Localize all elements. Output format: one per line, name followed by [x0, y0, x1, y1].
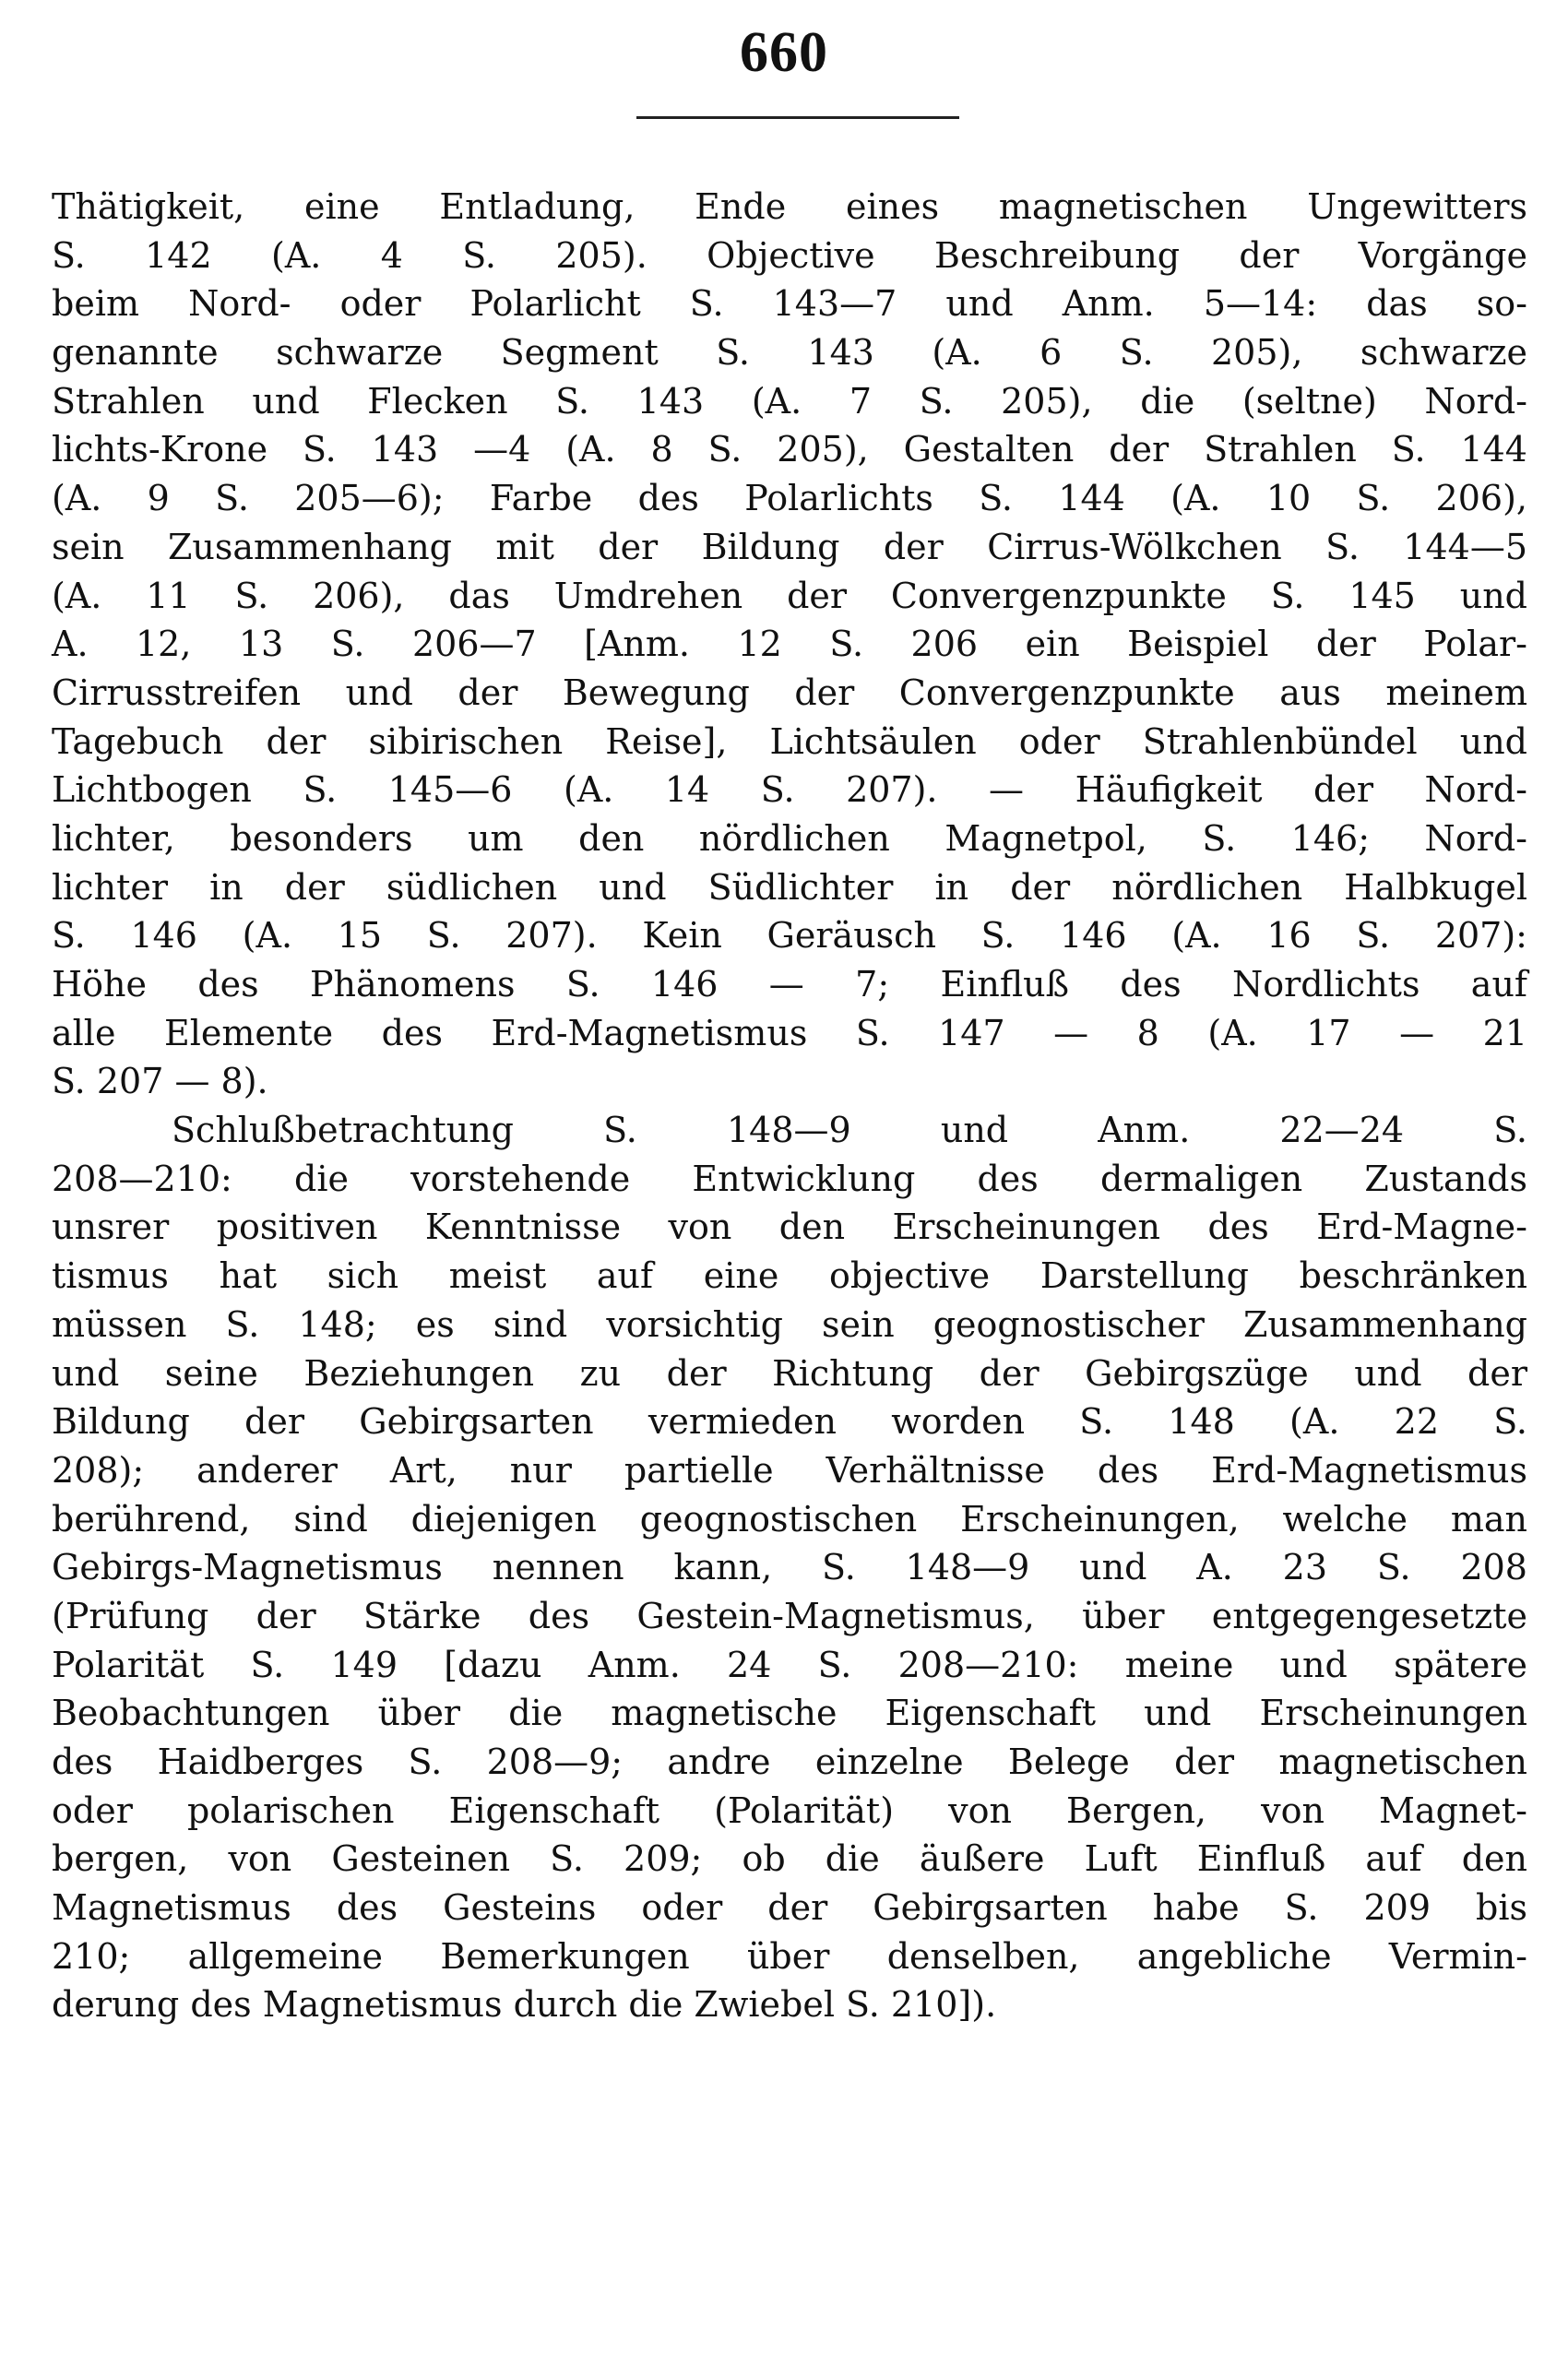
text-line: oder polarischen Eigenschaft (Polarität) von Bergen, von Magnet- — [52, 1789, 1527, 1831]
page-number: 660 — [740, 21, 828, 84]
text-line: tismus hat sich meist auf eine objective Darstellung beschränken — [52, 1255, 1527, 1297]
text-line: sein Zusammenhang mit der Bildung der Cirrus-Wölkchen S. 144—5 — [52, 526, 1527, 567]
text-line: (A. 11 S. 206), das Umdrehen der Convergenzpunkte S. 145 und — [52, 575, 1527, 616]
text-line: Beobachtungen über die magnetische Eigenschaft und Erscheinungen — [52, 1693, 1527, 1734]
text-line: Gebirgs-Magnetismus nennen kann, S. 148—9 und A. 23 S. 208 — [52, 1547, 1527, 1588]
text-line: Thätigkeit, eine Entladung, Ende eines magnetischen Ungewitters — [52, 186, 1527, 227]
header-rule — [636, 116, 959, 119]
text-line: derung des Magnetismus durch die Zwiebel S. 210]). — [52, 1984, 997, 2026]
text-line: Polarität S. 149 [dazu Anm. 24 S. 208—210: meine und spätere — [52, 1644, 1527, 1685]
text-line: 208); anderer Art, nur partielle Verhältnisse des Erd-Magnetismus — [52, 1449, 1527, 1491]
text-line: Tagebuch der sibirischen Reise], Lichtsäulen oder Strahlenbündel und — [52, 720, 1527, 762]
text-line: Bildung der Gebirgsarten vermieden worden S. 148 (A. 22 S. — [52, 1401, 1527, 1443]
text-line: Cirrusstreifen und der Bewegung der Convergenzpunkte aus meinem — [52, 672, 1527, 713]
text-line: A. 12, 13 S. 206—7 [Anm. 12 S. 206 ein Beispiel der Polar- — [52, 624, 1527, 665]
text-line: lichts-Krone S. 143 —4 (A. 8 S. 205), Gestalten der Strahlen S. 144 — [52, 429, 1527, 470]
text-line: lichter, besonders um den nördlichen Magnetpol, S. 146; Nord- — [52, 817, 1527, 859]
text-line: Höhe des Phänomens S. 146 — 7; Einfluß des Nordlichts auf — [52, 964, 1527, 1005]
text-line: Strahlen und Flecken S. 143 (A. 7 S. 205), die (seltne) Nord- — [52, 380, 1527, 422]
text-line: lichter in der südlichen und Südlichter in der nördlichen Halbkugel — [52, 866, 1527, 908]
text-line: Magnetismus des Gesteins oder der Gebirgsarten habe S. 209 bis — [52, 1887, 1527, 1929]
text-line: unsrer positiven Kenntnisse von den Erscheinungen des Erd-Magne- — [52, 1207, 1527, 1248]
text-line: S. 146 (A. 15 S. 207). Kein Geräusch S. 146 (A. 16 S. 207): — [52, 915, 1527, 957]
text-line: Schlußbetrachtung S. 148—9 und Anm. 22—24 S. — [172, 1110, 1527, 1151]
text-line: 208—210: die vorstehende Entwicklung des dermaligen Zustands — [52, 1158, 1527, 1199]
text-line: und seine Beziehungen zu der Richtung der Gebirgszüge und der — [52, 1352, 1527, 1394]
text-line: Lichtbogen S. 145—6 (A. 14 S. 207). — Häufigkeit der Nord- — [52, 769, 1527, 811]
text-line: (A. 9 S. 205—6); Farbe des Polarlichts S. 144 (A. 10 S. 206), — [52, 478, 1527, 519]
text-line: (Prüfung der Stärke des Gestein-Magnetismus, über entgegengesetzte — [52, 1595, 1527, 1636]
body-text — [52, 183, 1527, 2029]
text-line: alle Elemente des Erd-Magnetismus S. 147 — 8 (A. 17 — 21 — [52, 1012, 1527, 1053]
text-line: bergen, von Gesteinen S. 209; ob die äußere Luft Einfluß auf den — [52, 1838, 1527, 1880]
text-line: genannte schwarze Segment S. 143 (A. 6 S. 205), schwarze — [52, 332, 1527, 374]
text-line: 210; allgemeine Bemerkungen über denselben, angebliche Vermin- — [52, 1935, 1527, 1977]
text-line: müssen S. 148; es sind vorsichtig sein geognostischer Zusammenhang — [52, 1303, 1527, 1345]
text-line: S. 142 (A. 4 S. 205). Objective Beschreibung der Vorgänge — [52, 234, 1527, 276]
text-line: berührend, sind diejenigen geognostischen Erscheinungen, welche man — [52, 1498, 1527, 1540]
text-line: des Haidberges S. 208—9; andre einzelne Belege der magnetischen — [52, 1742, 1527, 1782]
text-line: beim Nord- oder Polarlicht S. 143—7 und Anm. 5—14: das so- — [52, 283, 1527, 325]
text-line: S. 207 — 8). — [52, 1061, 268, 1102]
